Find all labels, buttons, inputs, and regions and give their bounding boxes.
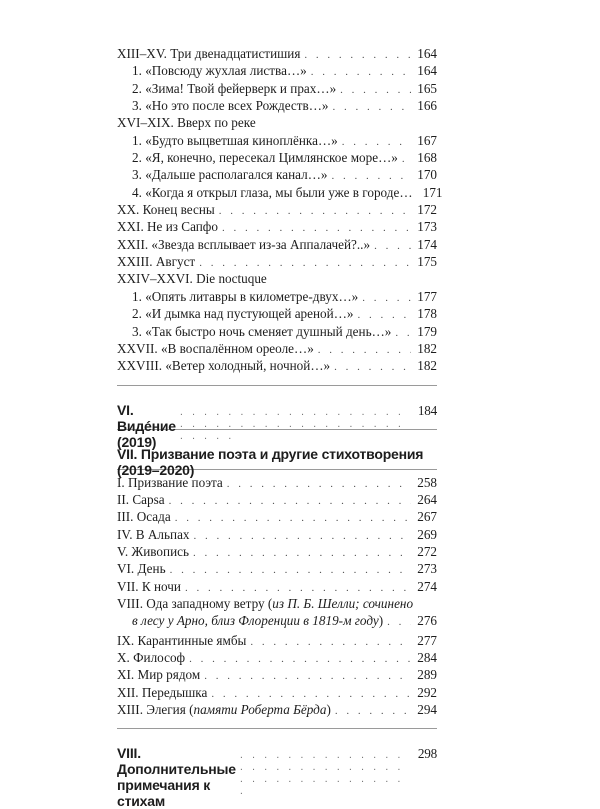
- toc-entry[interactable]: [117, 166, 437, 183]
- page-number: 168: [417, 150, 437, 166]
- page-number: 164: [417, 46, 437, 61]
- page-number: 298: [417, 746, 437, 762]
- entry-title: I. Призвание поэта: [117, 474, 223, 490]
- page-number: 264: [417, 491, 437, 507]
- entry-title: IX. Карантинные ямбы: [117, 632, 247, 648]
- entry-title: 2. «Зима! Твой фейерверк и прах…»: [132, 80, 337, 96]
- toc-entry[interactable]: [117, 149, 437, 166]
- toc-entry[interactable]: [117, 649, 437, 666]
- toc-entry[interactable]: [117, 201, 437, 218]
- entry-title: 3. «Дальше располагался канал…»: [132, 167, 328, 183]
- entry-title: XXIV–XXVI. Die noctuque: [117, 271, 267, 287]
- entry-close-paren: ): [378, 613, 384, 629]
- entry-title: IV. В Альпах: [117, 526, 190, 542]
- entry-title: XX. Конец весны: [117, 202, 215, 218]
- leader-dots: [387, 614, 411, 631]
- page-number: 272: [417, 543, 437, 559]
- entry-close-paren: ): [326, 702, 331, 717]
- toc-entry[interactable]: [117, 578, 437, 595]
- page-number: 292: [417, 684, 437, 700]
- toc-entry[interactable]: [117, 253, 437, 270]
- toc-entry[interactable]: [117, 560, 437, 577]
- entry-subtitle-italic: в лесу у Арно, близ Флоренции в 1819-м году: [132, 613, 379, 629]
- toc-entry[interactable]: [117, 323, 437, 340]
- toc-entry[interactable]: [117, 62, 437, 79]
- entry-title: XXII. «Звезда всплывает из-за Аппалачей?..»: [117, 236, 371, 252]
- leader-dots: [194, 528, 411, 545]
- section-title: VIII. Дополнительные примечания к стихам: [117, 745, 236, 809]
- toc-list-section-v: [117, 45, 443, 375]
- divider: [117, 385, 437, 386]
- toc-entry[interactable]: [117, 270, 437, 287]
- entry-title: XXVIII. «Ветер холодный, ночной…»: [117, 358, 331, 374]
- page-number: 274: [417, 578, 437, 594]
- toc-entry[interactable]: [117, 491, 437, 508]
- toc-entry[interactable]: [117, 543, 437, 560]
- entry-title: XI. Мир рядом: [117, 667, 201, 683]
- leader-dots: [395, 325, 411, 342]
- leader-dots: [175, 510, 411, 527]
- entry-title: 1. «Будто выцветшая киноплёнка…»: [132, 132, 338, 148]
- leader-dots: [219, 203, 411, 220]
- leader-dots: [170, 562, 411, 579]
- toc-entry[interactable]: [117, 357, 437, 374]
- page-number: 294: [417, 702, 437, 717]
- page-number: 178: [417, 306, 437, 322]
- page-number: 165: [417, 80, 437, 96]
- page-number: 166: [417, 98, 437, 114]
- leader-dots: [240, 749, 411, 797]
- page-number: 184: [417, 402, 437, 418]
- entry-title: 3. «Но это после всех Рождеств…»: [132, 98, 329, 114]
- toc-entry[interactable]: [117, 132, 437, 149]
- toc-entry-viii-oda[interactable]: [117, 595, 437, 632]
- entry-title: III. Осада: [117, 509, 171, 525]
- toc-entry[interactable]: [117, 684, 437, 701]
- toc-entry[interactable]: [117, 218, 437, 235]
- entry-title: 1. «Опять литавры в километре-двух…»: [132, 288, 359, 304]
- entry-title: XIII. Элегия (: [117, 702, 194, 717]
- page-number: 177: [417, 288, 437, 304]
- leader-dots: [362, 290, 411, 307]
- leader-dots: [180, 406, 411, 442]
- entry-title: 2. «И дымка над пустующей ареной…»: [132, 306, 354, 322]
- page-number: 273: [417, 561, 437, 577]
- entry-title: VII. К ночи: [117, 578, 181, 594]
- leader-dots: [169, 493, 411, 510]
- toc-entry[interactable]: [117, 80, 437, 97]
- page-number: 175: [417, 254, 437, 270]
- leader-dots: [318, 342, 411, 359]
- toc-list-section-vii-b: [117, 632, 437, 701]
- page-number: 170: [417, 167, 437, 183]
- leader-dots: [227, 476, 411, 493]
- page-number: 284: [417, 649, 437, 665]
- section-title: VI. Видéние (2019): [117, 401, 176, 450]
- entry-title: 2. «Я, конечно, пересекал Цимлянское море…»: [132, 150, 398, 166]
- page-number: 167: [417, 132, 437, 148]
- toc-entry[interactable]: [117, 474, 437, 491]
- leader-dots: [250, 634, 411, 651]
- toc-entry[interactable]: [117, 632, 437, 649]
- entry-title: V. Живопись: [117, 543, 190, 559]
- toc-entry[interactable]: [117, 236, 437, 253]
- leader-dots: [304, 47, 411, 64]
- leader-dots: [340, 82, 411, 99]
- entry-title: XXIII. Август: [117, 254, 196, 270]
- toc-entry[interactable]: [117, 97, 437, 114]
- toc-entry[interactable]: [117, 305, 437, 322]
- entry-title: VI. День: [117, 561, 166, 577]
- toc-entry[interactable]: [117, 340, 437, 357]
- page-number: 267: [417, 509, 437, 525]
- page-number: 179: [417, 323, 437, 339]
- toc-entry-xiii-elegy[interactable]: [117, 701, 437, 718]
- page-number: 172: [417, 202, 437, 218]
- leader-dots: [193, 545, 411, 562]
- entry-title: VIII. Ода западному ветру (: [117, 595, 273, 611]
- page-number: 182: [417, 358, 437, 374]
- leader-dots: [333, 99, 411, 116]
- entry-title: XXI. Не из Сапфо: [117, 219, 218, 235]
- page-number: 164: [417, 63, 437, 79]
- toc-entry[interactable]: [117, 45, 437, 62]
- entry-title: 3. «Так быстро ночь сменяет душный день…»: [132, 323, 392, 339]
- toc-entry[interactable]: [117, 508, 437, 525]
- entry-title: 4. «Когда я открыл глаза, мы были уже в городе…: [132, 184, 413, 200]
- leader-dots: [335, 703, 411, 720]
- divider: [117, 728, 437, 729]
- toc-entry[interactable]: [117, 288, 437, 305]
- page-number: 182: [417, 340, 437, 356]
- leader-dots: [189, 651, 411, 668]
- entry-title: II. Capsa: [117, 491, 165, 507]
- page-number: 276: [417, 613, 437, 629]
- toc-list-section-vii: [117, 474, 437, 595]
- entry-title: 1. «Повсюду жухлая листва…»: [132, 63, 307, 79]
- toc-entry[interactable]: [117, 114, 437, 131]
- section-title: VII. Призвание поэта и другие стихотворения (2019–2020): [117, 445, 424, 478]
- entry-title-italic: из П. Б. Шелли; сочинено: [272, 595, 414, 611]
- entry-title-italic: памяти Роберта Бёрда: [193, 702, 327, 717]
- entry-title: XXVII. «В воспалённом ореоле…»: [117, 340, 314, 356]
- toc-entry[interactable]: [117, 184, 443, 201]
- table-of-contents: [117, 45, 443, 809]
- leader-dots: [374, 238, 411, 255]
- entry-title: XII. Передышка: [117, 684, 208, 700]
- entry-title: XVI–XIX. Вверх по реке: [117, 115, 256, 131]
- page-number: 173: [417, 219, 437, 235]
- page-number: 174: [417, 236, 437, 252]
- leader-dots: [402, 151, 411, 168]
- page-number: 171: [422, 184, 443, 200]
- leader-dots: [334, 359, 411, 376]
- page-number: 269: [417, 526, 437, 542]
- toc-entry[interactable]: [117, 666, 437, 683]
- page-number: 258: [417, 474, 437, 490]
- page-number: 277: [417, 632, 437, 648]
- toc-section-viii[interactable]: [117, 739, 437, 809]
- leader-dots: [204, 668, 411, 685]
- entry-title: XIII–XV. Три двенадцатистишия: [117, 46, 301, 61]
- page-number: 289: [417, 667, 437, 683]
- toc-section-vi[interactable]: [117, 396, 437, 450]
- entry-title: X. Философ: [117, 649, 186, 665]
- toc-entry[interactable]: [117, 526, 437, 543]
